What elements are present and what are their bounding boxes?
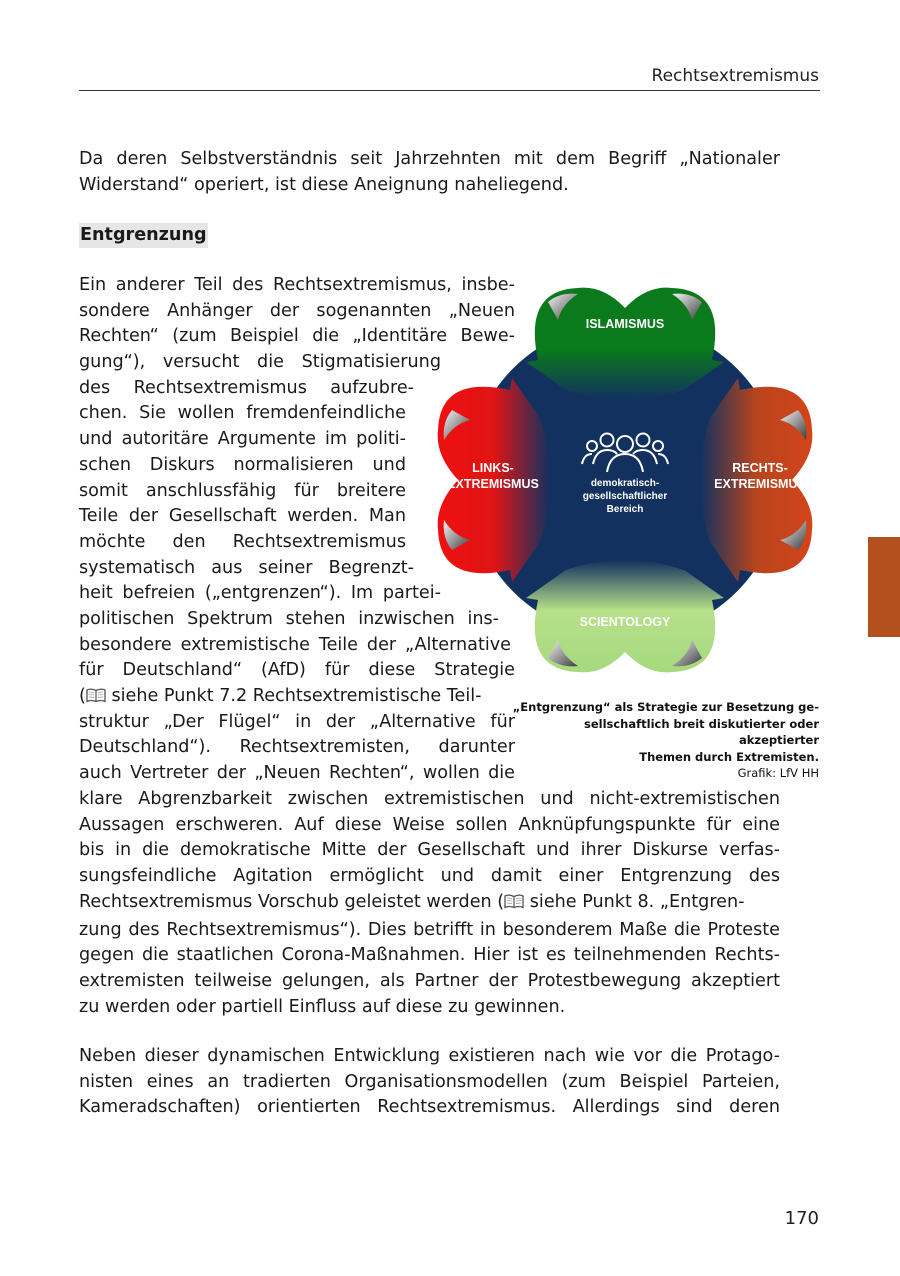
text-line: klare Abgrenzbarkeit zwischen extremistischen und nicht-extremistischen — [79, 789, 780, 809]
text-line: Kameradschaften) orientierten Rechtsextremismus. Allerdings sind deren — [79, 1097, 780, 1118]
text-line: und autoritäre Argumente im politi- — [79, 429, 406, 450]
intro-paragraph — [79, 147, 780, 198]
chapter-side-tab — [868, 537, 900, 637]
book-icon — [504, 892, 524, 918]
text-line: schen Diskurs normalisieren und — [79, 454, 406, 475]
label-line: demokratisch- — [590, 478, 660, 489]
caption-credit: Grafik: LfV HH — [737, 766, 819, 780]
text-line: möchte den Rechtsextremismus — [79, 531, 406, 552]
text-line: Rechtsextremismus Vorschub geleistet werden ( — [79, 891, 505, 912]
text-line: heit befreien („entgrenzen“). Im partei- — [79, 583, 441, 604]
caption-line: sellschaftlich breit diskutierter oder akzeptierter — [583, 716, 819, 747]
section-heading: Entgrenzung — [79, 223, 208, 248]
text-line: siehe Punkt 8. „Entgren- — [524, 891, 745, 912]
text-line: auch Vertreter der „Neuen Rechten“, wollen die — [79, 763, 515, 784]
text-line: bis in die demokratische Mitte der Gesellschaft und ihrer Diskurse verfas- — [79, 840, 780, 861]
text-line: Rechten“ (zum Beispiel die „Identitäre Bewe- — [79, 326, 515, 347]
text-line: chen. Sie wollen fremdenfeindliche — [79, 403, 406, 424]
entgrenzung-diagram — [428, 280, 822, 680]
label-line: RECHTS- — [732, 461, 788, 475]
text-line: gegen die staatlichen Corona-Maßnahmen. Hier ist es teilnehmenden Rechts- — [79, 945, 780, 966]
wrapped-paragraph: Ein anderer Teil des Rechtsextremismus, insbe- sondere Anhänger der sogenannten „Neuen Rechten“ (zum Beispiel die „Identitäre Bewe- gung“), versucht die Stigmatisierung des Rechtsextremismus aufzubre- chen. Sie wollen fremdenfeindliche und autoritäre Argumente im politi- schen Diskurs normalisieren und somit anschlussfähig für breitere Teile der Gesellschaft werden. Man möchte den Rechtsextremismus systematisch aus seiner Begrenzt- heit befreien („entgrenzen“). Im partei- politischen Spektrum stehen inzwischen ins- besondere extremistische Teile der „Alternative für Deutschland“ (AfD) für diese Strategie ( siehe Punkt 7.2 Rechtsextremistische Teil- struktur „Der Flügel“ in der „Alternative für Deutschland“). Rechtsextremisten, darunter auch Vertreter der „Neuen Rechten“, wollen die — [79, 273, 515, 787]
label-line: EXTREMISMUS — [714, 477, 806, 491]
label-line: gesellschaftlicher — [582, 491, 668, 502]
text-line: struktur „Der Flügel“ in der „Alternative für — [79, 711, 515, 732]
text-line: nisten eines an tradierten Organisationsmodellen (zum Beispiel Parteien, — [79, 1071, 780, 1092]
continuation-paragraph — [79, 787, 780, 1020]
caption-line: „Entgrenzung“ als Strategie zur Besetzung ge- — [512, 700, 819, 714]
text-line: Deutschland“). Rechtsextremisten, darunter — [79, 737, 515, 758]
header-rule — [79, 90, 820, 91]
text-line: systematisch aus seiner Begrenzt- — [79, 557, 414, 578]
text-line: Ein anderer Teil des Rechtsextremismus, insbe- — [79, 275, 515, 295]
text-line: zung des Rechtsextremismus“). Dies betrifft in besonderem Maße die Proteste — [79, 919, 780, 940]
text-line: siehe Punkt 7.2 Rechtsextremistische Teil- — [105, 686, 482, 706]
label-scientology: SCIENTOLOGY — [579, 615, 671, 629]
label-line: Bereich — [606, 504, 644, 515]
page-number: 170 — [784, 1208, 819, 1229]
text-line: sungsfeindliche Agitation ermöglicht und damit einer Entgrenzung des — [79, 866, 780, 887]
text-line: Neben dieser dynamischen Entwicklung existieren nach wie vor die Protago- — [79, 1046, 780, 1066]
closing-paragraph — [79, 1044, 780, 1121]
label-center — [565, 477, 685, 516]
figure-caption — [509, 699, 819, 782]
text-line: somit anschlussfähig für breitere — [79, 480, 406, 501]
text-line: für Deutschland“ (AfD) für diese Strategie — [79, 660, 515, 681]
text-line: zu werden oder partiell Einfluss auf diese zu gewinnen. — [79, 996, 566, 1017]
book-icon — [86, 686, 106, 712]
text-line: Teile der Gesellschaft werden. Man — [79, 506, 406, 527]
text-line: sondere Anhänger der sogenannten „Neuen — [79, 300, 515, 321]
label-rechtsextremismus — [704, 460, 816, 492]
text-line: Widerstand“ operiert, ist diese Aneignung naheliegend. — [79, 174, 569, 195]
label-linksextremismus — [438, 460, 548, 492]
text-line: Da deren Selbstverständnis seit Jahrzehnten mit dem Begriff „Nationaler — [79, 149, 780, 169]
label-islamismus: ISLAMISMUS — [585, 317, 665, 331]
text-line: politischen Spektrum stehen inzwischen ins- — [79, 608, 499, 629]
text-line: besondere extremistische Teile der „Alternative — [79, 634, 511, 655]
label-line: LINKS- — [472, 461, 514, 475]
text-line: Aussagen erschweren. Auf diese Weise sollen Anknüpfungspunkte für eine — [79, 814, 780, 835]
text-line: extremisten teilweise gelungen, als Partner der Protestbewegung akzeptiert — [79, 970, 780, 991]
running-header: Rechtsextremismus — [651, 66, 819, 86]
text-line: gung“), versucht die Stigmatisierung — [79, 352, 441, 373]
label-line: EXTREMISMUS — [447, 477, 539, 491]
text-line: des Rechtsextremismus aufzubre- — [79, 377, 414, 398]
caption-line: Themen durch Extremisten. — [639, 749, 819, 764]
